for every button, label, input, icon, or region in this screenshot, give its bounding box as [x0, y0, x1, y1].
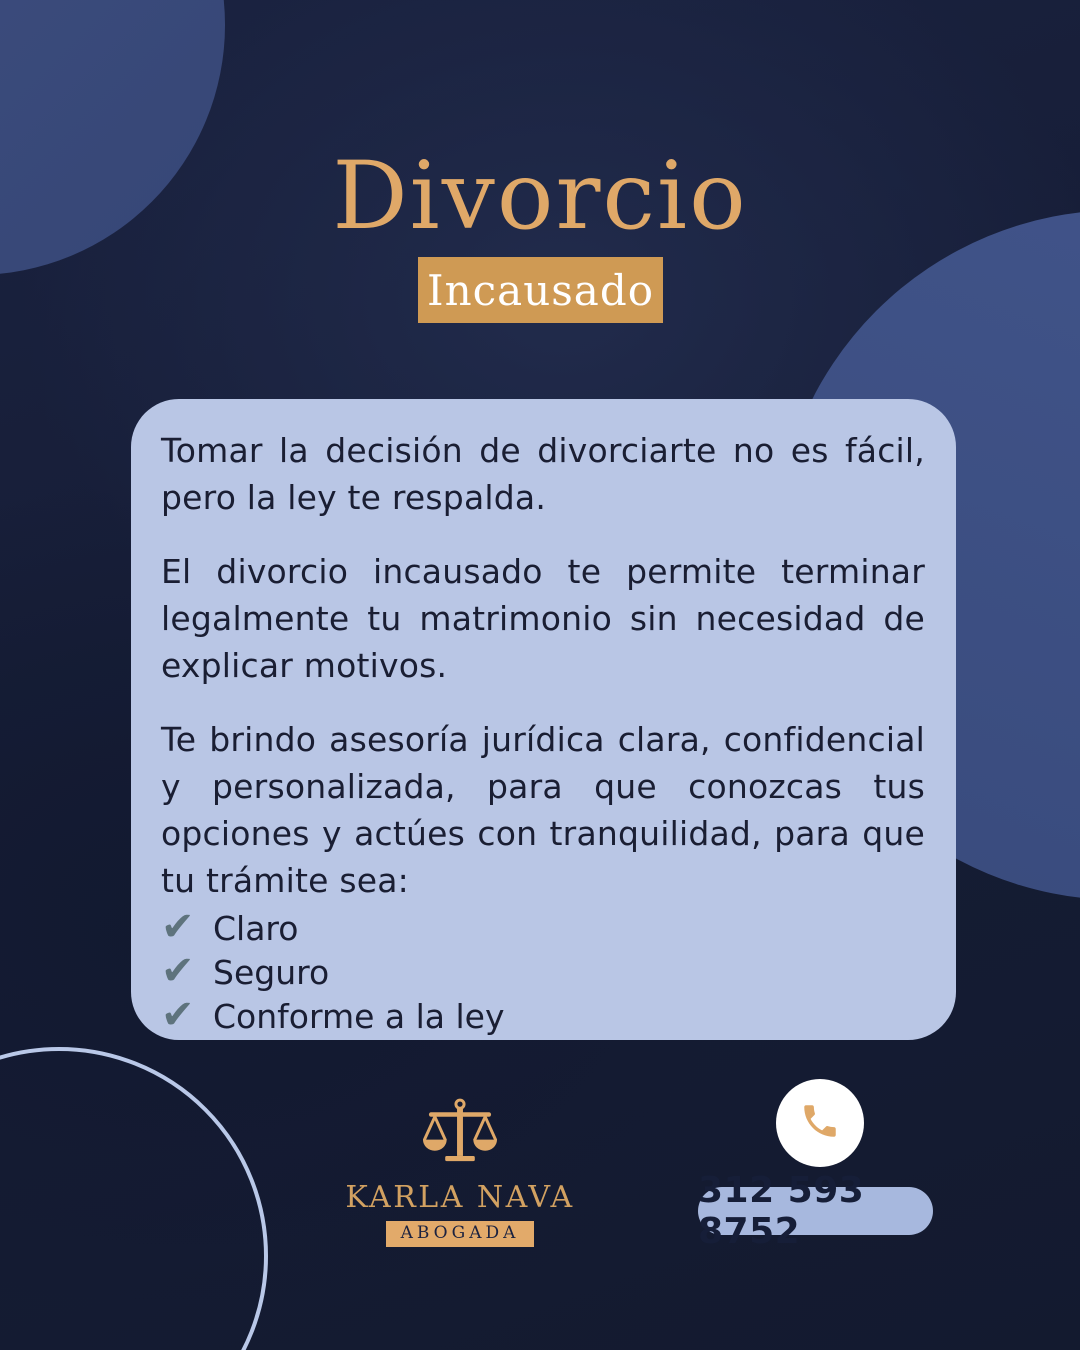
subtitle-label: Incausado — [426, 265, 655, 315]
body-card — [131, 399, 956, 1040]
scales-of-justice-icon — [423, 1098, 497, 1172]
decorative-ring-bottom-left — [0, 1047, 268, 1350]
paragraph-services: Te brindo asesoría jurídica clara, confidencial y personalizada, para que conozcas tus opciones y actúes con tranquilidad, para que tu trámite sea: — [161, 720, 925, 900]
checkmark-icon: ✔ — [161, 992, 195, 1038]
check-item-label: Claro — [213, 909, 299, 948]
phone-icon-circle — [776, 1079, 864, 1167]
list-item — [161, 904, 925, 951]
benefits-checklist — [161, 904, 925, 1039]
list-item — [161, 992, 925, 1039]
phone-handset-icon — [799, 1100, 841, 1146]
check-item-label: Conforme a la ley — [213, 997, 505, 1036]
subtitle-badge — [418, 257, 663, 323]
brand-logo-block — [330, 1098, 590, 1247]
checkmark-icon: ✔ — [161, 948, 195, 994]
brand-name: KARLA NAVA — [345, 1180, 575, 1215]
poster-title: Divorcio — [332, 142, 748, 251]
paragraph-intro: Tomar la decisión de divorciarte no es fácil, pero la ley te respalda. — [161, 431, 925, 517]
brand-role-badge: ABOGADA — [386, 1221, 535, 1247]
phone-number: 312 593 8752 — [698, 1170, 865, 1252]
list-item — [161, 948, 925, 995]
check-item-label: Seguro — [213, 953, 330, 992]
checkmark-icon: ✔ — [161, 904, 195, 950]
paragraph-explanation: El divorcio incausado te permite terminar legalmente tu matrimonio sin necesidad de explicar motivos. — [161, 552, 925, 685]
phone-number-pill — [698, 1170, 933, 1252]
